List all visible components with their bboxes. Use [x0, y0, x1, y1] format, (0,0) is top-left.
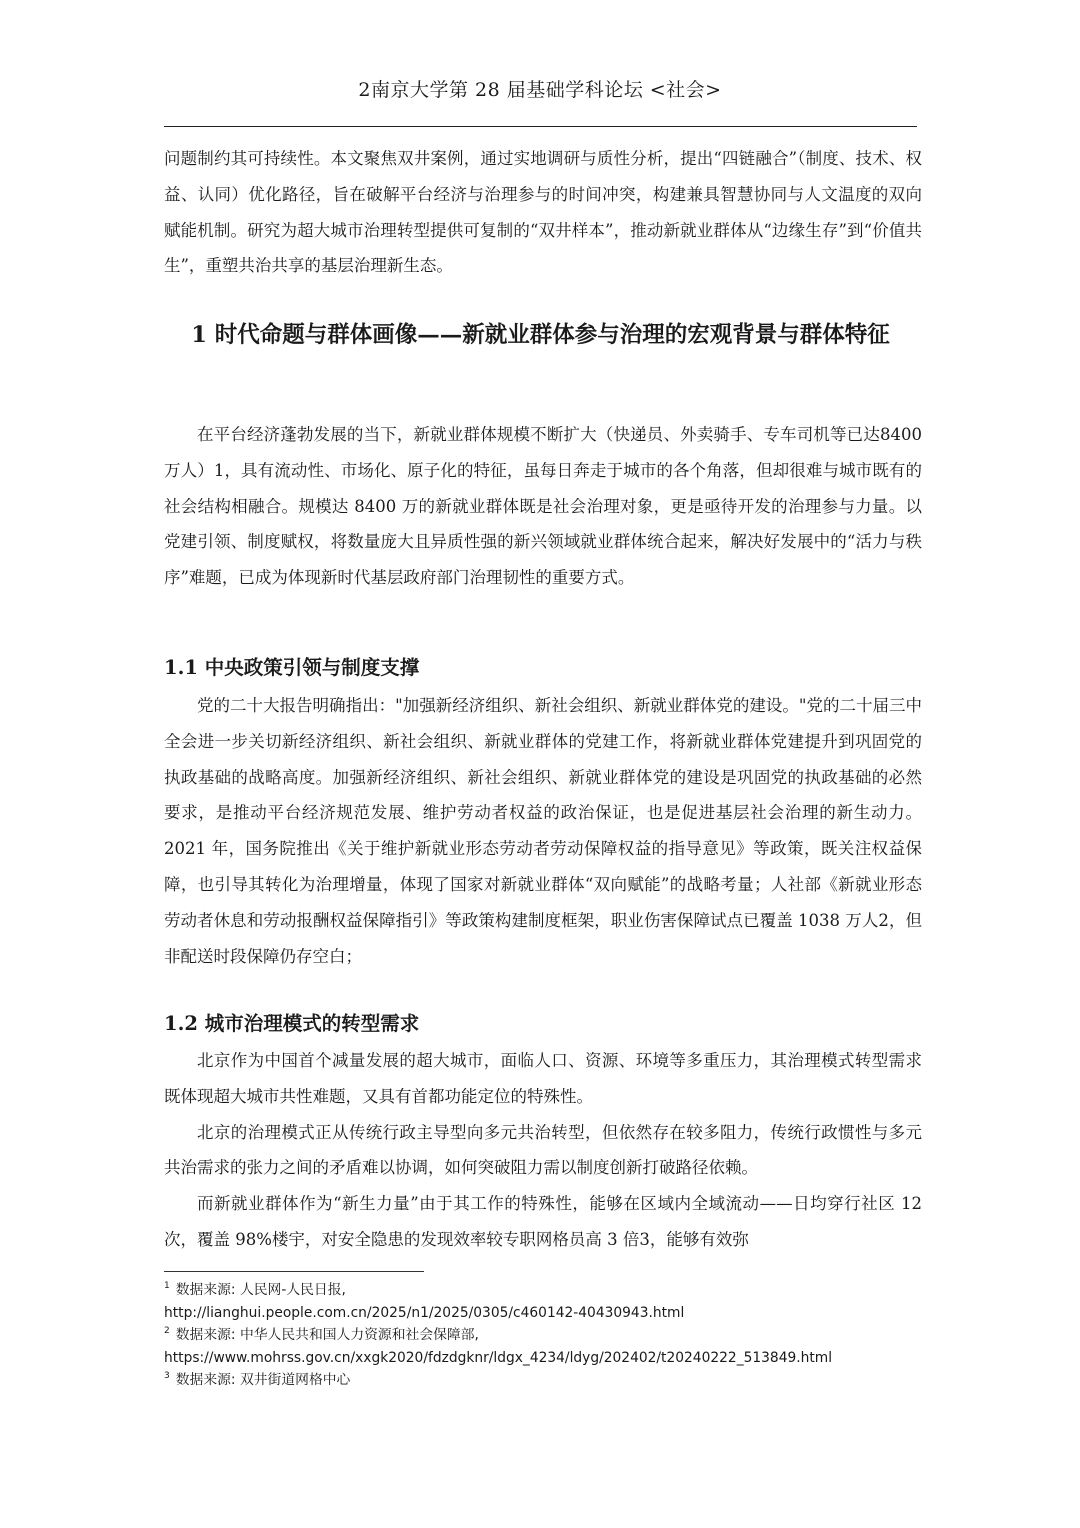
footnote-label: 数据来源: 双井街道网格中心 — [175, 1372, 351, 1388]
footnote-marker: 1 — [164, 1281, 170, 1292]
section-1-block — [164, 417, 922, 596]
footnote-marker: 3 — [164, 1371, 170, 1382]
subsection-1-2-paragraph: 而新就业群体作为“新生力量”由于其工作的特殊性，能够在区域内全域流动——日均穿行社区 12 次，覆盖 98%楼宇，对安全隐患的发现效率较专职网格员高 3 倍3，能够有效弥 — [164, 1194, 922, 1249]
footnote-divider — [164, 1271, 424, 1272]
intro-paragraph: 问题制约其可持续性。本文聚焦双井案例，通过实地调研与质性分析，提出“四链融合”（制度、技术、权益、认同）优化路径，旨在破解平台经济与治理参与的时间冲突，构建兼具智慧协同与人文温度的双向赋能机制。研究为超大城市治理转型提供可复制的“双井样本”，推动新就业群体从“边缘生存”到“价值共生”，重塑共治共享的基层治理新生态。 — [164, 149, 922, 276]
subsection-1-2-block — [164, 1043, 922, 1258]
footnote-label: 数据来源: 人民网-人民日报, — [175, 1282, 346, 1298]
footnote-3 — [164, 1369, 924, 1392]
footnote-marker: 2 — [164, 1326, 170, 1337]
header-divider — [164, 126, 917, 127]
subsection-1-1-title: 1.1 中央政策引领与制度支撑 — [164, 656, 420, 679]
footnote-url-link[interactable]: http://lianghui.people.com.cn/2025/n1/2025/0305/c460142-40430943.html — [164, 1304, 685, 1321]
footnote-label: 数据来源: 中华人民共和国人力资源和社会保障部, — [175, 1327, 479, 1343]
subsection-1-2-title: 1.2 城市治理模式的转型需求 — [164, 1012, 420, 1035]
footnotes — [164, 1279, 924, 1392]
subsection-1-1-block — [164, 688, 922, 974]
section-1-paragraph: 在平台经济蓬勃发展的当下，新就业群体规模不断扩大（快递员、外卖骑手、专车司机等已达8400 万人）1，具有流动性、市场化、原子化的特征，虽每日奔走于城市的各个角落，但却很难与城市既有的社会结构相融合。规模达 8400 万的新就业群体既是社会治理对象，更是亟待开发的治理参与力量。以党建引领、制度赋权，将数量庞大且异质性强的新兴领域就业群体统合起来，解决好发展中的“活力与秩序”难题，已成为体现新时代基层政府部门治理韧性的重要方式。 — [164, 425, 922, 588]
section-title: 1 时代命题与群体画像——新就业群体参与治理的宏观背景与群体特征 — [191, 322, 890, 348]
subsection-1-2-paragraph: 北京的治理模式正从传统行政主导型向多元共治转型，但依然存在较多阻力，传统行政惯性与多元共治需求的张力之间的矛盾难以协调，如何突破阻力需以制度创新打破路径依赖。 — [164, 1122, 922, 1178]
intro-block — [164, 141, 922, 284]
subsection-1-1-paragraph: 党的二十大报告明确指出："加强新经济组织、新社会组织、新就业群体党的建设。"党的二十届三中全会进一步关切新经济组织、新社会组织、新就业群体的党建工作，将新就业群体党建提升到巩固党的执政基础的战略高度。加强新经济组织、新社会组织、新就业群体党的建设是巩固党的执政基础的必然要求，是推动平台经济规范发展、维护劳动者权益的政治保证，也是促进基层社会治理的新生动力。2021 年，国务院推出《关于维护新就业形态劳动者劳动保障权益的指导意见》等政策，既关注权益保障，也引导其转化为治理增量，体现了国家对新就业群体“双向赋能”的战略考量；人社部《新就业形态劳动者休息和劳动报酬权益保障指引》等政策构建制度框架，职业伤害保障试点已覆盖 1038 万人2，但非配送时段保障仍存空白； — [164, 696, 922, 966]
running-header: 2南京大学第 28 届基础学科论坛 <社会> — [358, 79, 722, 101]
footnote-url-link[interactable]: https://www.mohrss.gov.cn/xxgk2020/fdzdgknr/ldgx_4234/ldyg/202402/t20240222_513849.html — [164, 1349, 833, 1366]
footnote-2 — [164, 1324, 924, 1347]
subsection-1-2-paragraph: 北京作为中国首个减量发展的超大城市，面临人口、资源、环境等多重压力，其治理模式转型需求既体现超大城市共性难题，又具有首都功能定位的特殊性。 — [164, 1051, 922, 1106]
footnote-1 — [164, 1279, 924, 1302]
